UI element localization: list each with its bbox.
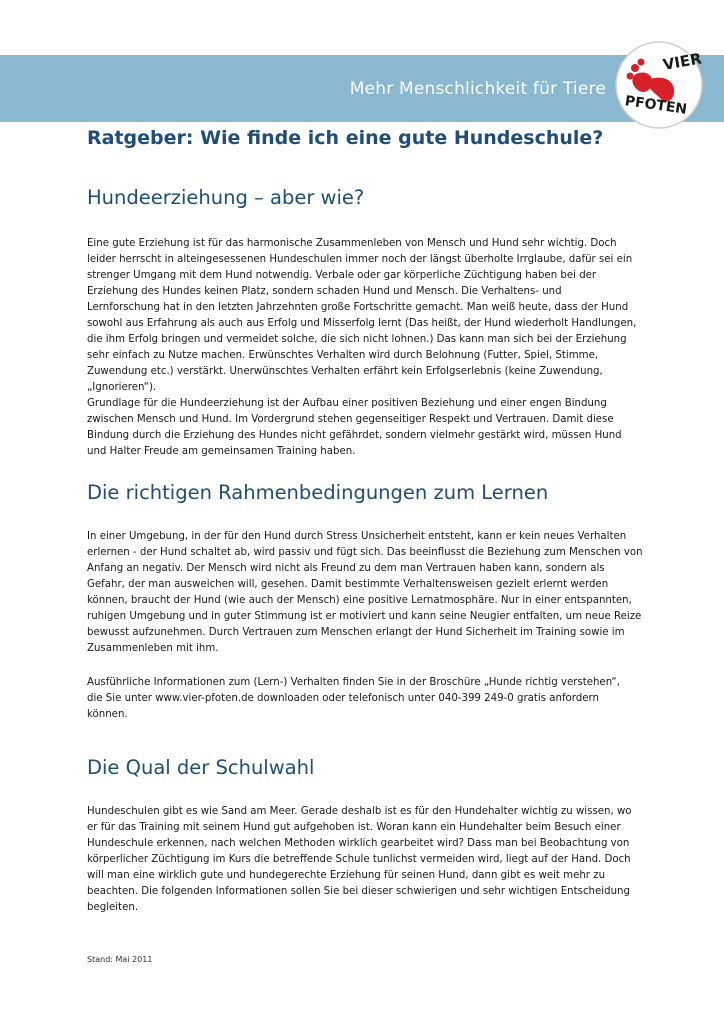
text-line: Hundeschulen gibt es wie Sand am Meer. Gerade deshalb ist es für den Hundehalter wichtig zu wissen, wo (87, 806, 632, 817)
section-body-broschuere (87, 675, 653, 723)
text-line: die ihm Erfolg bringen und vermeidet solche, die sich nicht lohnen.) Das kann man sich bei der Erziehung (87, 334, 627, 345)
text-line: sowohl aus Erfahrung als auch aus Erfolg und Misserfolg lernt (Das heißt, der Hund wiederholt Handlungen, (87, 318, 637, 329)
text-line: Anfang an negativ. Der Mensch wird nicht als Freund zu dem man Vertrauen haben kann, sondern als (87, 563, 605, 574)
text-line: Lernforschung hat in den letzten Jahrzehnten große Fortschritte gemacht. Man weiß heute, dass der Hund (87, 302, 629, 313)
section-heading-rahmenbedingungen: Die richtigen Rahmenbedingungen zum Lernen (87, 481, 549, 504)
text-line: Eine gute Erziehung ist für das harmonische Zusammenleben von Mensch und Hund sehr wichtig. Doch (87, 238, 617, 249)
document-title: Ratgeber: Wie finde ich eine gute Hundeschule? (87, 127, 604, 149)
section-body-hundeerziehung (87, 236, 653, 460)
text-line: beachten. Die folgenden Informationen sollen Sie bei dieser schwierigen und sehr wichtigen Entscheidung (87, 886, 630, 897)
header-tagline: Mehr Menschlichkeit für Tiere (349, 79, 606, 99)
text-line: will man eine wirklich gute und hundegerechte Erziehung für seinen Hund, dann gibt es weit mehr zu (87, 870, 606, 881)
text-line: bewusst aufzunehmen. Durch Vertrauen zum Menschen erlangt der Hund Sicherheit im Training sowie im (87, 627, 625, 638)
text-line: Bindung durch die Erziehung des Hundes nicht gefährdet, sondern vielmehr gestärkt wird, müssen Hund (87, 430, 622, 441)
text-line: er für das Training mit seinem Hund gut aufgehoben ist. Woran kann ein Hundehalter beim Besuch einer (87, 822, 621, 833)
text-line: können. (87, 709, 128, 720)
logo-word-vier: VIER (661, 49, 704, 74)
text-line: die Sie unter www.vier-pfoten.de downloaden oder telefonisch unter 040-399 249-0 gratis anfordern (87, 693, 599, 704)
footer-date: Stand: Mai 2011 (87, 955, 153, 964)
text-line: erlernen - der Hund schaltet ab, wird passiv und fügt sich. Das beeinflusst die Beziehung zum Menschen von (87, 547, 643, 558)
text-line: körperlicher Züchtigung im Kurs die betreffende Schule tunlichst vermeiden wird, liegt auf der Hand. Doch (87, 854, 631, 865)
section-heading-hundeerziehung: Hundeerziehung – aber wie? (87, 186, 365, 209)
text-line: Erziehung des Hundes keinen Platz, sondern schaden Hund und Mensch. Die Verhaltens- und (87, 286, 562, 297)
text-line: begleiten. (87, 902, 139, 913)
text-line: können, braucht der Hund (wie auch der Mensch) eine positive Lernatmosphäre. Nur in einer entspannten, (87, 595, 632, 606)
logo-word-pfoten: PFOTEN (623, 93, 688, 118)
text-line: Hundeschule erkennen, nach welchen Methoden wirklich gearbeitet wird? Dass man bei Beobachtung von (87, 838, 630, 849)
text-line: ruhigen Umgebung und in guter Stimmung ist er motiviert und kann seine Neugier entfalten, um neue Reize (87, 611, 642, 622)
section-body-schulwahl (87, 804, 653, 916)
section-body-rahmenbedingungen (87, 529, 653, 657)
text-line: Ausführliche Informationen zum (Lern-) Verhalten finden Sie in der Broschüre „Hunde richtig verstehen“, (87, 677, 620, 688)
text-line: Grundlage für die Hundeerziehung ist der Aufbau einer positiven Beziehung und einer engen Bindung (87, 398, 607, 409)
text-line: leider herrscht in alteingesessenen Hundeschulen immer noch der längst überholte Irrglaube, dafür sei ein (87, 254, 633, 265)
text-line: zwischen Mensch und Hund. Im Vordergrund stehen gegenseitiger Respekt und Vertrauen. Damit diese (87, 414, 614, 425)
vier-pfoten-logo (614, 40, 704, 130)
text-line: strenger Umgang mit dem Hund notwendig. Verbale oder gar körperliche Züchtigung haben bei der (87, 270, 597, 281)
text-line: Gefahr, der man ausweichen will, gesehen. Damit bestimmte Verhaltensweisen gezielt erlernt werden (87, 579, 609, 590)
text-line: Zuwendung etc.) verstärkt. Unerwünschtes Verhalten erfährt kein Erfolgserlebnis (keine Zuwendung, (87, 366, 603, 377)
text-line: sehr einfach zu Nutze machen. Erwünschtes Verhalten wird durch Belohnung (Futter, Spiel, Stimme, (87, 350, 599, 361)
section-heading-schulwahl: Die Qual der Schulwahl (87, 756, 315, 779)
text-line: und Halter Freude am gemeinsamen Training haben. (87, 446, 356, 457)
text-line: Zusammenleben mit ihm. (87, 643, 219, 654)
text-line: „Ignorieren“). (87, 382, 157, 393)
text-line: In einer Umgebung, in der für den Hund durch Stress Unsicherheit entsteht, kann er kein neues Verhalten (87, 531, 627, 542)
